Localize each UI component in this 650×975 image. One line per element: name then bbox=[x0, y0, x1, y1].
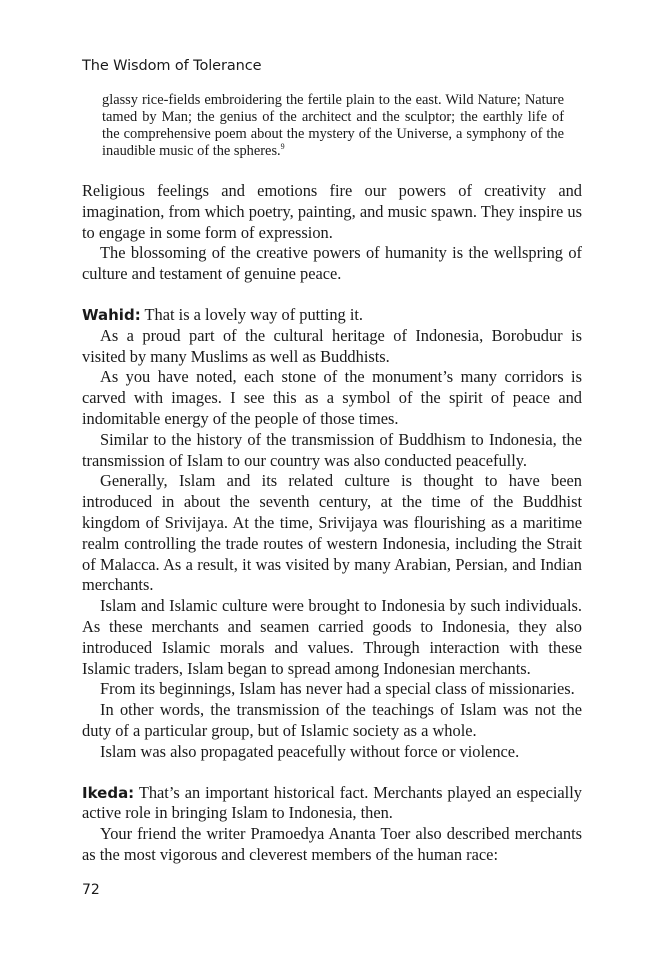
paragraph: Your friend the writer Pramoedya Ananta Toer also described merchants as the most vigorous and cleverest members of the human race: bbox=[82, 824, 582, 864]
block-quote bbox=[102, 92, 564, 160]
paragraph: Islam was also propagated peacefully without force or violence. bbox=[100, 741, 520, 761]
paragraph: Similar to the history of the transmission of Buddhism to Indonesia, the transmission of Islam to our country was also conducted peacefully. bbox=[82, 429, 582, 470]
quote-paragraph bbox=[102, 92, 564, 160]
speaker-text: That’s an important historical fact. Merchants played an especially active role in bringing Islam to Indonesia, then. bbox=[82, 782, 582, 823]
speaker-paragraph-wahid bbox=[82, 305, 582, 326]
speaker-text: That is a lovely way of putting it. bbox=[144, 304, 364, 324]
speaker-label-wahid: Wahid: bbox=[82, 305, 141, 324]
paragraph: As you have noted, each stone of the monument’s many corridors is carved with images. I see this as a symbol of the spirit of peace and indomitable energy of the people of those times. bbox=[82, 367, 582, 428]
paragraph: Generally, Islam and its related culture is thought to have been introduced in about the seventh century, at the time of the Buddhist kingdom of Srivijaya. At the time, Srivijaya was flourishing as a maritime realm controlling the trade routes of western Indonesia, including the Strait of Malacca. As a result, it was visited by many Arabian, Persian, and Indian merchants. bbox=[82, 471, 582, 595]
paragraph: Religious feelings and emotions fire our powers of creativity and imagination, from which poetry, painting, and music spawn. They inspire us to engage in some form of expression. bbox=[82, 181, 582, 242]
speaker-label-ikeda: Ikeda: bbox=[82, 783, 135, 802]
paragraph: As a proud part of the cultural heritage of Indonesia, Borobudur is visited by many Muslims as well as Buddhists. bbox=[82, 325, 582, 366]
section-gap bbox=[82, 763, 582, 783]
body-text bbox=[82, 181, 582, 866]
footnote-ref: 9 bbox=[280, 142, 285, 151]
paragraph: The blossoming of the creative powers of humanity is the wellspring of culture and testament of genuine peace. bbox=[82, 243, 582, 284]
paragraph: From its beginnings, Islam has never had a special class of missionaries. bbox=[100, 679, 575, 699]
section-gap bbox=[82, 285, 582, 305]
paragraph: Islam and Islamic culture were brought to Indonesia by such individuals. As these merchants and seamen carried goods to Indonesia, they also introduced Islamic morals and values. Through interaction with these Islamic traders, Islam began to spread among Indonesian merchants. bbox=[82, 596, 582, 678]
running-head: The Wisdom of Tolerance bbox=[82, 58, 262, 74]
quote-text: glassy rice-fields embroidering the fertile plain to the east. Wild Nature; Nature tamed by Man; the genius of the architect and the sculptor; the earthly life of the comprehensive poem about the mystery of the Universe, a symphony of the inaudible music of the spheres. bbox=[102, 92, 564, 159]
page-number: 72 bbox=[82, 882, 100, 898]
paragraph: In other words, the transmission of the teachings of Islam was not the duty of a particular group, but of Islamic society as a whole. bbox=[82, 700, 582, 740]
speaker-paragraph-ikeda bbox=[82, 783, 582, 825]
